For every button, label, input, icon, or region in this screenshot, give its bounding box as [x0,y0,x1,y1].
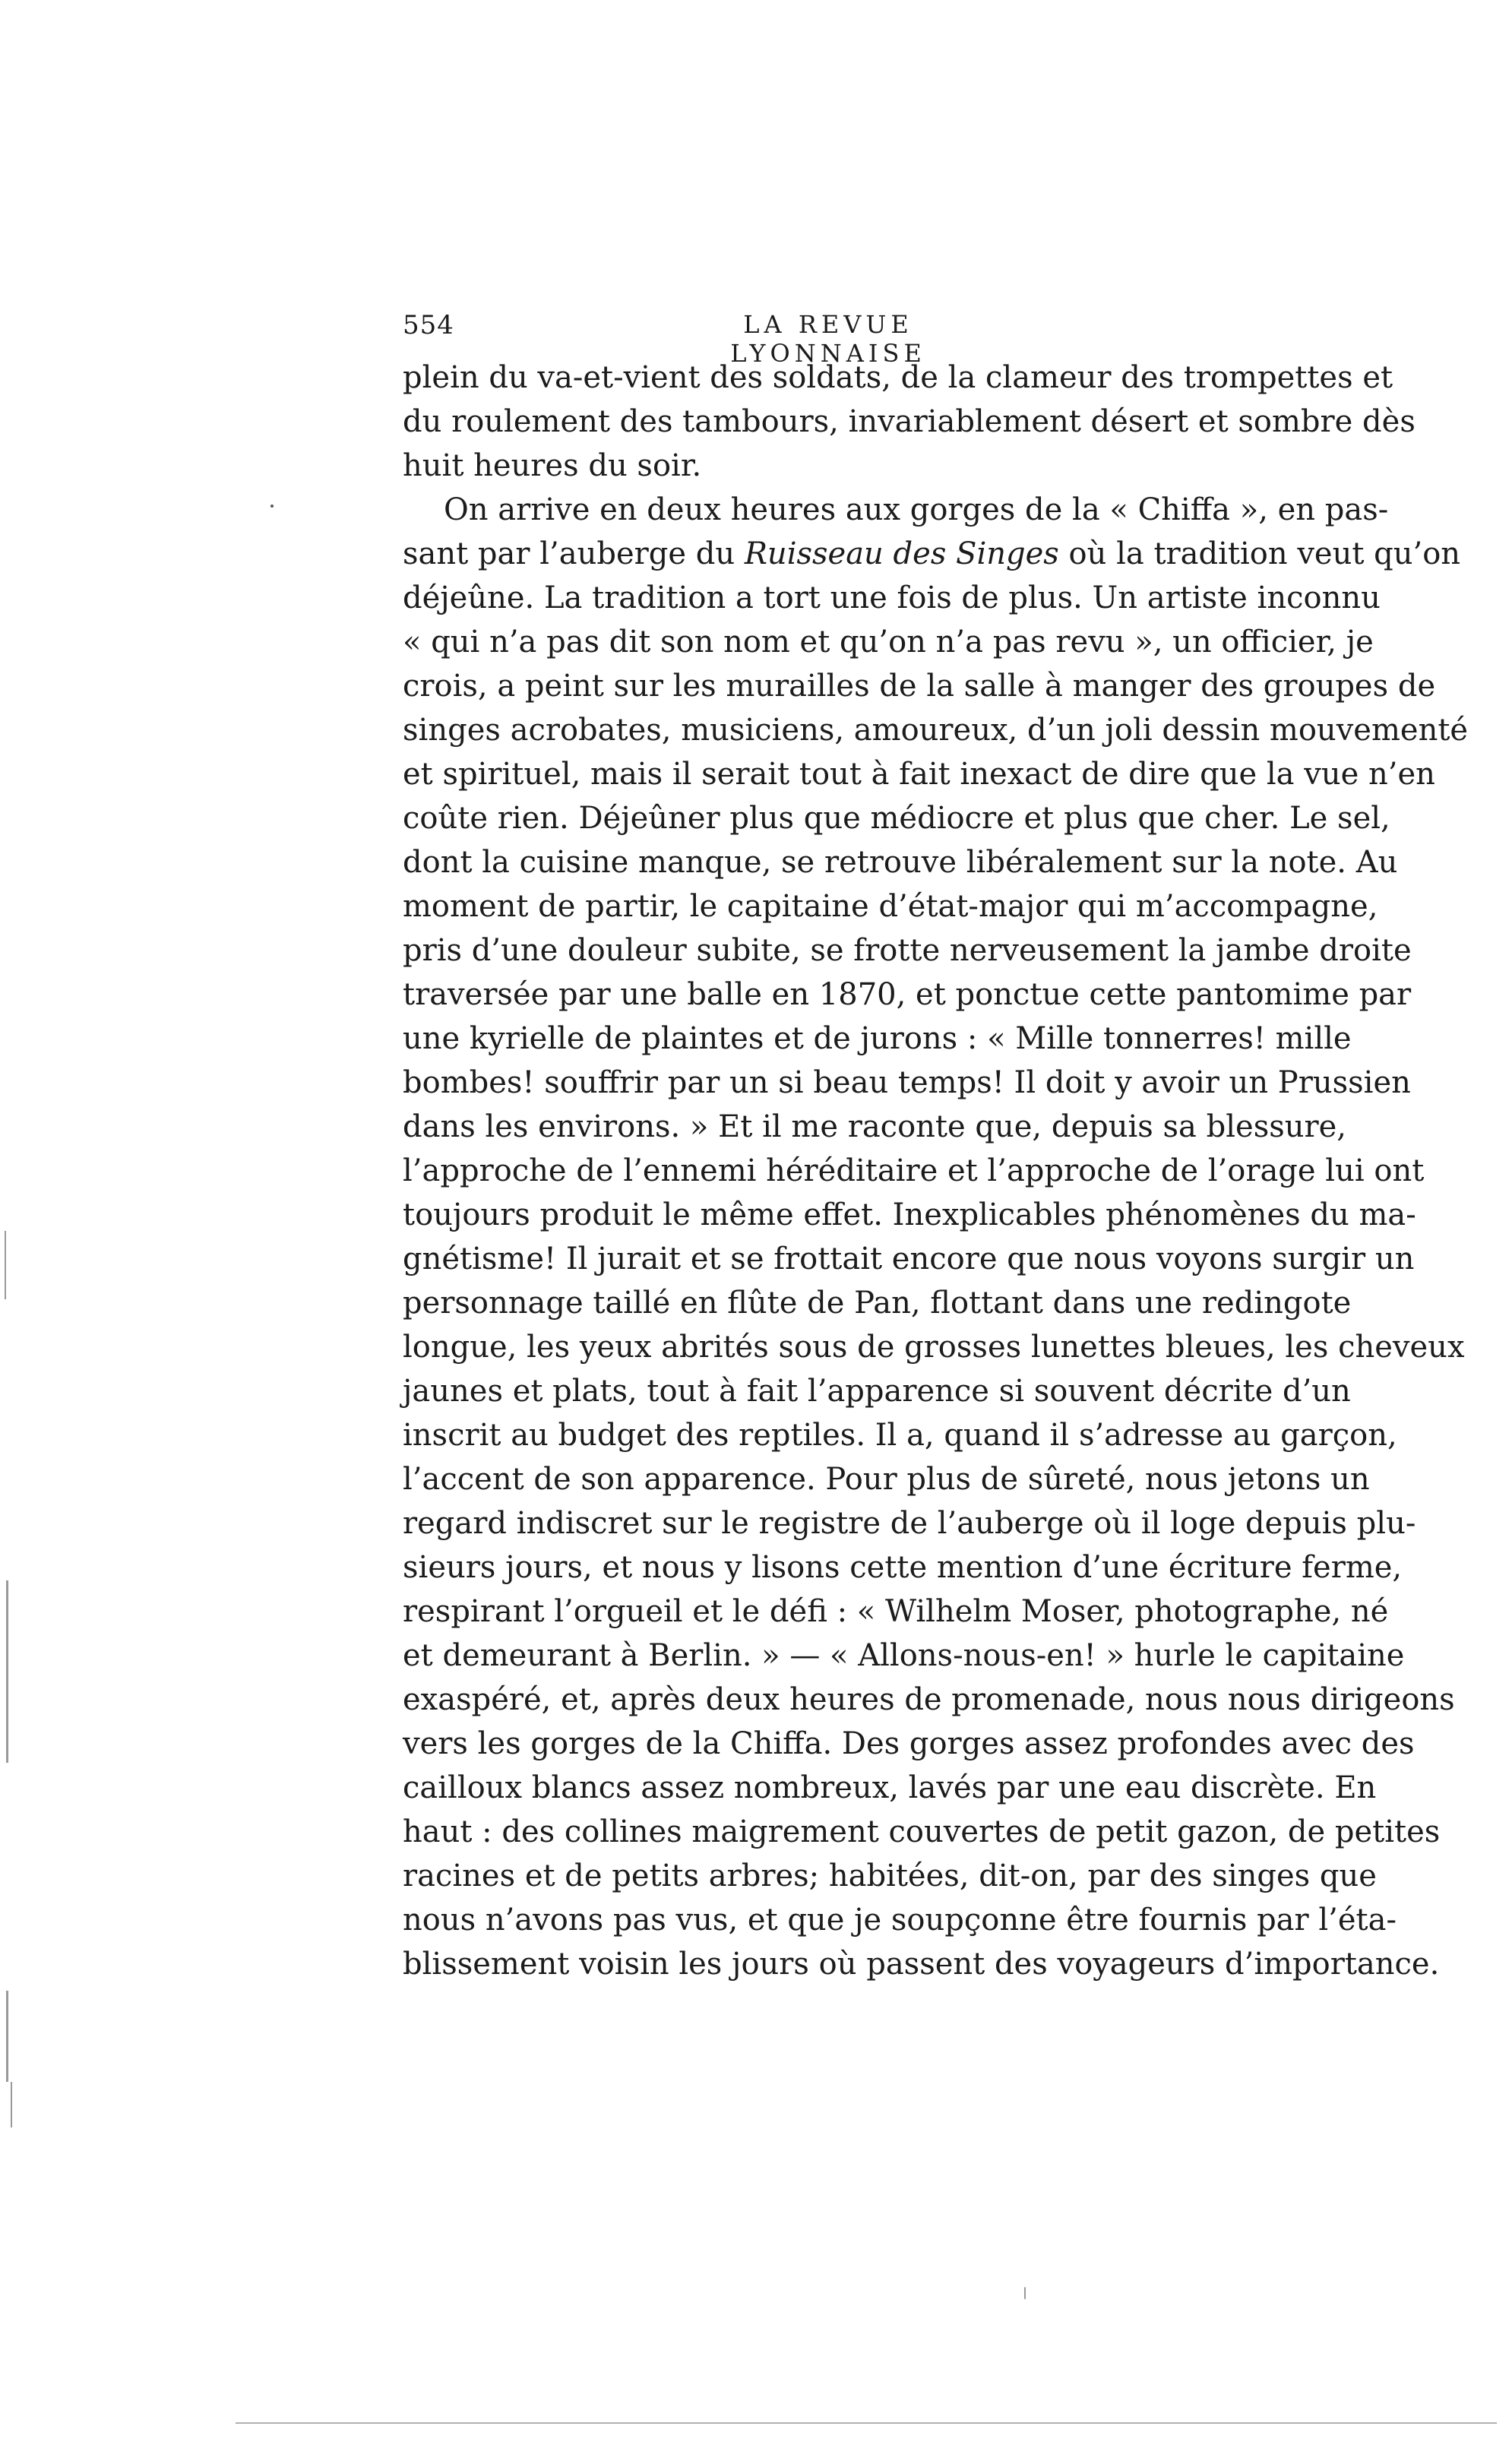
text-line: du roulement des tambours, invariablement désert et sombre dès [403,404,1416,439]
text-line: coûte rien. Déjeûner plus que médiocre et plus que cher. Le sel, [403,801,1390,836]
scan-edge-mark [11,2082,12,2127]
running-head [403,310,1345,368]
text-line: huit heures du soir. [403,448,702,483]
text-line: inscrit au budget des reptiles. Il a, quand il s’adresse au garçon, [403,1418,1397,1453]
scan-bottom-edge [236,2422,1497,2424]
page-number: 554 [403,310,454,340]
text-line: « qui n’a pas dit son nom et qu’on n’a pas revu », un officier, je [403,625,1374,660]
text-line: regard indiscret sur le registre de l’auberge où il loge depuis plu- [403,1506,1416,1541]
scan-edge-mark [6,1580,8,1763]
text-line: cailloux blancs assez nombreux, lavés par une eau discrète. En [403,1770,1377,1805]
text-segment: sant par l’auberge du [403,536,745,571]
text-line: bombes! souffrir par un si beau temps! Il doit y avoir un Prussien [403,1065,1411,1100]
text-line: toujours produit le même effet. Inexplicables phénomènes du ma- [403,1197,1416,1232]
scan-speck [1024,2287,1026,2299]
text-line: nous n’avons pas vus, et que je soupçonne être fournis par l’éta- [403,1903,1397,1938]
italic-place-name: Ruisseau des Singes [744,536,1059,571]
scan-edge-mark [6,1991,8,2082]
text-line: respirant l’orgueil et le défi : « Wilhelm Moser, photographe, né [403,1594,1389,1629]
text-line: et demeurant à Berlin. » — « Allons-nous-en! » hurle le capitaine [403,1638,1405,1673]
text-line: dans les environs. » Et il me raconte que, depuis sa blessure, [403,1109,1347,1144]
text-line: gnétisme! Il jurait et se frottait encore que nous voyons surgir un [403,1242,1415,1276]
text-line: moment de partir, le capitaine d’état-major qui m’accompagne, [403,889,1378,924]
text-line: sieurs jours, et nous y lisons cette mention d’une écriture ferme, [403,1550,1403,1585]
text-line: pris d’une douleur subite, se frotte nerveusement la jambe droite [403,933,1412,968]
body-text [403,356,1469,1986]
text-line-with-italic [403,532,1461,576]
text-line: longue, les yeux abrités sous de grosses lunettes bleues, les cheveux [403,1330,1465,1365]
text-line: exaspéré, et, après deux heures de promenade, nous nous dirigeons [403,1682,1455,1717]
text-line: vers les gorges de la Chiffa. Des gorges assez profondes avec des [403,1726,1415,1761]
text-line: l’accent de son apparence. Pour plus de sûreté, nous jetons un [403,1462,1370,1497]
text-line: On arrive en deux heures aux gorges de la « Chiffa », en pas- [444,492,1389,527]
text-line: déjeûne. La tradition a tort une fois de plus. Un artiste inconnu [403,580,1381,615]
scan-speck [270,505,274,508]
text-line: et spirituel, mais il serait tout à fait inexact de dire que la vue n’en [403,757,1435,792]
text-line: plein du va-et-vient des soldats, de la clameur des trompettes et [403,360,1393,395]
text-line: traversée par une balle en 1870, et ponctue cette pantomime par [403,977,1412,1012]
text-line: personnage taillé en flûte de Pan, flottant dans une redingote [403,1286,1352,1321]
text-line: blissement voisin les jours où passent des voyageurs d’importance. [403,1947,1440,1982]
text-line: haut : des collines maigrement couvertes de petit gazon, de petites [403,1814,1441,1849]
text-line: l’approche de l’ennemi héréditaire et l’approche de l’orage lui ont [403,1153,1425,1188]
journal-title: LA REVUE LYONNAISE [730,310,926,368]
text-line: crois, a peint sur les murailles de la salle à manger des groupes de [403,669,1436,704]
text-segment: où la tradition veut qu’on [1058,536,1461,571]
text-line: une kyrielle de plaintes et de jurons : « Mille tonnerres! mille [403,1021,1352,1056]
text-line: jaunes et plats, tout à fait l’apparence si souvent décrite d’un [403,1374,1351,1409]
text-line: singes acrobates, musiciens, amoureux, d’un joli dessin mouvementé [403,713,1469,748]
text-line: racines et de petits arbres; habitées, dit-on, par des singes que [403,1859,1377,1893]
scan-edge-mark [5,1231,6,1299]
text-line: dont la cuisine manque, se retrouve libéralement sur la note. Au [403,845,1398,880]
